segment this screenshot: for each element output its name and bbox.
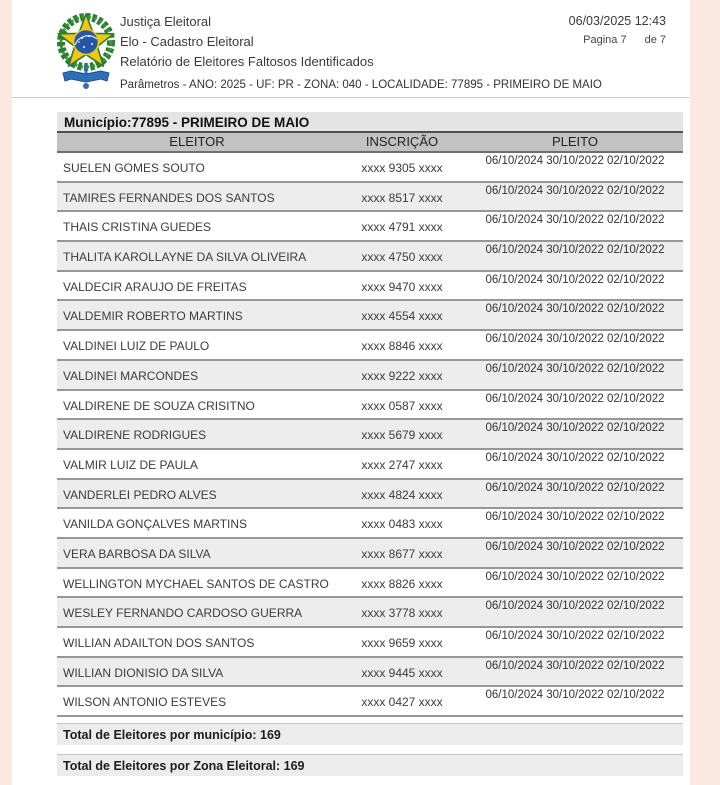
voter-name: WILLIAN DIONISIO DA SILVA [63, 665, 224, 680]
table-row [57, 450, 683, 480]
table-row [57, 331, 683, 361]
voter-pleito-dates: 06/10/2024 30/10/2022 02/10/2022 [485, 600, 665, 613]
voter-pleito-dates: 06/10/2024 30/10/2022 02/10/2022 [485, 422, 665, 435]
voter-pleito-dates: 06/10/2024 30/10/2022 02/10/2022 [485, 273, 665, 286]
voter-pleito-dates: 06/10/2024 30/10/2022 02/10/2022 [485, 392, 665, 405]
table-row [57, 301, 683, 331]
table-row [57, 687, 683, 717]
table-row [57, 361, 683, 391]
voter-pleito-dates: 06/10/2024 30/10/2022 02/10/2022 [485, 333, 665, 346]
total-by-zona: Total de Eleitores por Zona Eleitoral: 169 [57, 754, 683, 776]
page-number: Pagina 7 [583, 34, 627, 46]
voter-name: WELLINGTON MYCHAEL SANTOS DE CASTRO [63, 576, 329, 591]
voter-pleito-dates: 06/10/2024 30/10/2022 02/10/2022 [485, 303, 665, 316]
voter-inscription: xxxx 9222 xxxx [361, 368, 443, 383]
table-row [57, 272, 683, 302]
voter-inscription: xxxx 8846 xxxx [361, 339, 443, 354]
voter-name: WILLIAN ADAILTON DOS SANTOS [63, 636, 255, 650]
table-row [57, 391, 683, 421]
voter-name: VALMIR LUIZ DE PAULA [63, 457, 198, 472]
report-parameters: Parâmetros - ANO: 2025 - UF: PR - ZONA: 040 - LOCALIDADE: 77895 - PRIMEIRO DE MAIO [120, 79, 602, 91]
table-row [57, 242, 683, 272]
table-body [57, 153, 683, 717]
voter-pleito-dates: 06/10/2024 30/10/2022 02/10/2022 [485, 451, 665, 464]
voter-name: VALDEMIR ROBERTO MARTINS [63, 309, 243, 324]
voter-inscription: xxxx 8677 xxxx [361, 546, 443, 561]
column-header-pleito: PLEITO [551, 134, 598, 149]
total-by-municipio: Total de Eleitores por município: 169 [57, 723, 683, 745]
voter-name: WESLEY FERNANDO CARDOSO GUERRA [63, 606, 303, 621]
voter-name: TAMIRES FERNANDES DOS SANTOS [63, 190, 275, 205]
system-name: Elo - Cadastro Eleitoral [120, 34, 254, 49]
voter-pleito-dates: 06/10/2024 30/10/2022 02/10/2022 [485, 659, 665, 672]
column-header-inscricao: INSCRIÇÃO [365, 134, 439, 149]
page-total: de 7 [644, 34, 666, 46]
table-row [57, 183, 683, 213]
table-row [57, 628, 683, 658]
table-row [57, 509, 683, 539]
voter-inscription: xxxx 4750 xxxx [361, 250, 443, 265]
table-row [57, 212, 683, 242]
voter-name: SUELEN GOMES SOUTO [63, 161, 205, 175]
voter-pleito-dates: 06/10/2024 30/10/2022 02/10/2022 [485, 244, 665, 257]
voter-pleito-dates: 06/10/2024 30/10/2022 02/10/2022 [485, 511, 665, 524]
voter-inscription: xxxx 8517 xxxx [361, 190, 443, 205]
voter-inscription: xxxx 4824 xxxx [361, 487, 443, 502]
report-header-block [120, 12, 602, 94]
voter-name: THAIS CRISTINA GUEDES [63, 220, 212, 235]
voter-name: WILSON ANTONIO ESTEVES [63, 695, 227, 710]
voter-inscription: xxxx 4554 xxxx [361, 309, 443, 324]
report-datetime: 06/03/2025 12:43 [568, 14, 666, 28]
voter-name: VANILDA GONÇALVES MARTINS [63, 517, 248, 532]
table-row [57, 480, 683, 510]
voter-pleito-dates: 06/10/2024 30/10/2022 02/10/2022 [485, 570, 665, 583]
voter-inscription: xxxx 5679 xxxx [361, 428, 443, 443]
voter-inscription: xxxx 4791 xxxx [361, 220, 443, 235]
org-name: Justiça Eleitoral [120, 14, 212, 29]
voter-inscription: xxxx 0587 xxxx [361, 398, 443, 413]
table-row [57, 153, 683, 183]
table-row [57, 598, 683, 628]
table-header-row [57, 133, 683, 153]
voter-name: VANDERLEI PEDRO ALVES [63, 487, 217, 502]
voter-inscription: xxxx 9305 xxxx [361, 161, 443, 175]
voter-pleito-dates: 06/10/2024 30/10/2022 02/10/2022 [485, 155, 665, 167]
voter-pleito-dates: 06/10/2024 30/10/2022 02/10/2022 [485, 184, 665, 197]
voter-name: VERA BARBOSA DA SILVA [63, 546, 211, 561]
municipality-title: Município:77895 - PRIMEIRO DE MAIO [57, 112, 683, 133]
voter-name: VALDINEI LUIZ DE PAULO [63, 339, 210, 354]
voter-inscription: xxxx 0427 xxxx [361, 695, 443, 710]
voter-name: THALITA KAROLLAYNE DA SILVA OLIVEIRA [63, 250, 307, 265]
voter-inscription: xxxx 3778 xxxx [361, 606, 443, 621]
voter-pleito-dates: 06/10/2024 30/10/2022 02/10/2022 [485, 481, 665, 494]
brazil-coat-of-arms-icon [55, 11, 117, 93]
voter-name: VALDECIR ARAUJO DE FREITAS [63, 279, 247, 294]
voter-inscription: xxxx 9659 xxxx [361, 636, 443, 650]
table-row [57, 539, 683, 569]
table-row [57, 658, 683, 688]
voter-name: VALDIRENE DE SOUZA CRISITNO [63, 398, 255, 413]
voter-inscription: xxxx 9470 xxxx [361, 279, 443, 294]
voter-name: VALDINEI MARCONDES [63, 368, 199, 383]
header-meta [569, 14, 666, 46]
voter-inscription: xxxx 9445 xxxx [361, 665, 443, 680]
column-header-eleitor: ELEITOR [169, 134, 225, 149]
table-row [57, 420, 683, 450]
report-page [12, 0, 690, 785]
voter-inscription: xxxx 8826 xxxx [361, 576, 443, 591]
report-title: Relatório de Eleitores Faltosos Identificados [120, 54, 374, 69]
voter-pleito-dates: 06/10/2024 30/10/2022 02/10/2022 [485, 630, 665, 642]
voter-inscription: xxxx 0483 xxxx [361, 517, 443, 532]
voters-table [57, 112, 683, 776]
voter-pleito-dates: 06/10/2024 30/10/2022 02/10/2022 [485, 214, 665, 227]
page-indicator [569, 34, 666, 46]
header-divider [12, 97, 690, 98]
voter-pleito-dates: 06/10/2024 30/10/2022 02/10/2022 [485, 362, 665, 375]
voter-name: VALDIRENE RODRIGUES [63, 428, 207, 443]
voter-pleito-dates: 06/10/2024 30/10/2022 02/10/2022 [485, 540, 665, 553]
voter-pleito-dates: 06/10/2024 30/10/2022 02/10/2022 [485, 689, 665, 702]
voter-inscription: xxxx 2747 xxxx [361, 457, 443, 472]
table-row [57, 569, 683, 599]
